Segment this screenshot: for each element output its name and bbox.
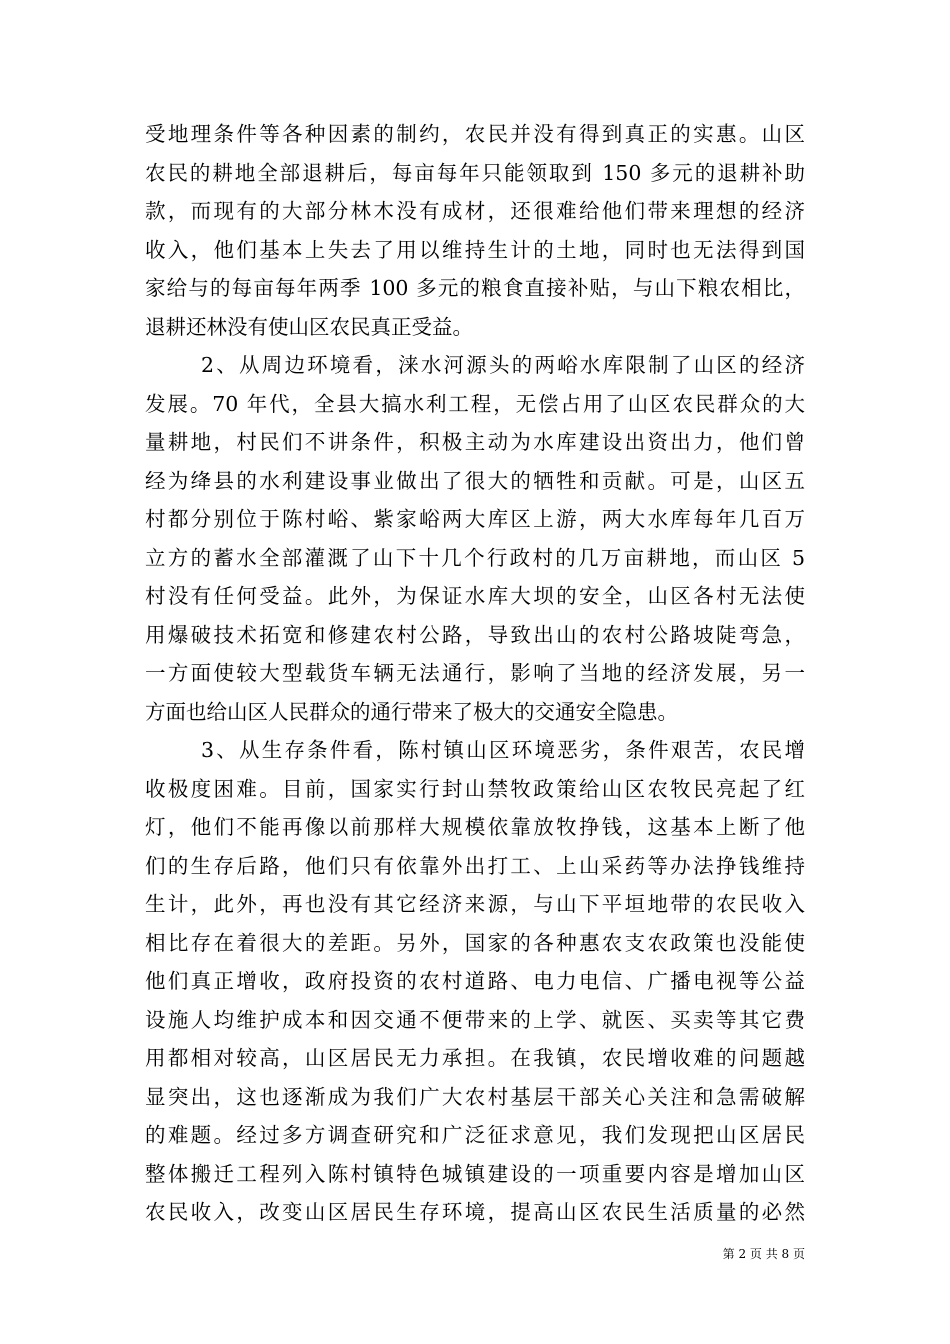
text-line: 用都相对较高，山区居民无力承担。在我镇，农民增收难的问题越	[145, 1046, 805, 1070]
text-line: 灯，他们不能再像以前那样大规模依靠放牧挣钱，这基本上断了他	[145, 815, 805, 839]
text-line: 设施人均维护成本和因交通不便带来的上学、就医、买卖等其它费	[145, 1007, 805, 1032]
text-line: 们的生存后路，他们只有依靠外出打工、上山采药等办法挣钱维持	[145, 853, 805, 878]
text-line: 经为绛县的水利建设事业做出了很大的牺牲和贡献。可是，山区五	[145, 468, 805, 493]
text-line: 受地理条件等各种因素的制约，农民并没有得到真正的实惠。山区	[145, 122, 805, 146]
text-line: 立方的蓄水全部灌溉了山下十几个行政村的几万亩耕地，而山区 5	[145, 545, 805, 570]
text-line: 2、从周边环境看，涞水河源头的两峪水库限制了山区的经济	[201, 353, 805, 377]
text-line: 量耕地，村民们不讲条件，积极主动为水库建设出资出力，他们曾	[145, 430, 805, 454]
page-number: 第 2 页 共 8 页	[722, 1247, 805, 1261]
text-line: 显突出，这也逐渐成为我们广大农村基层干部关心关注和急需破解	[145, 1084, 805, 1109]
text-line: 退耕还林没有使山区农民真正受益。	[145, 314, 473, 339]
text-line: 家给与的每亩每年两季 100 多元的粮食直接补贴，与山下粮农相比，	[145, 276, 805, 300]
text-line: 村没有任何受益。此外，为保证水库大坝的安全，山区各村无法使	[145, 584, 805, 608]
text-line: 整体搬迁工程列入陈村镇特色城镇建设的一项重要内容是增加山区	[145, 1161, 805, 1186]
text-line: 农民的耕地全部退耕后，每亩每年只能领取到 150 多元的退耕补助	[145, 160, 805, 185]
text-line: 他们真正增收，政府投资的农村道路、电力电信、广播电视等公益	[145, 969, 805, 993]
text-line: 发展。70 年代，全县大搞水利工程，无偿占用了山区农民群众的大	[145, 391, 805, 416]
text-line: 收极度困难。目前，国家实行封山禁牧政策给山区农牧民亮起了红	[145, 776, 805, 801]
text-line: 的难题。经过多方调查研究和广泛征求意见，我们发现把山区居民	[145, 1123, 805, 1147]
text-line: 生计，此外，再也没有其它经济来源，与山下平垣地带的农民收入	[145, 892, 805, 916]
text-line: 一方面使较大型载货车辆无法通行，影响了当地的经济发展，另一	[145, 661, 805, 685]
page-footer	[0, 1246, 950, 1262]
body-text	[145, 115, 805, 1232]
text-line: 3、从生存条件看，陈村镇山区环境恶劣，条件艰苦，农民增	[201, 738, 805, 762]
text-line: 款，而现有的大部分林木没有成材，还很难给他们带来理想的经济	[145, 199, 805, 223]
text-line: 农民收入，改变山区居民生存环境，提高山区农民生活质量的必然	[145, 1200, 805, 1224]
text-line: 用爆破技术拓宽和修建农村公路，导致出山的农村公路坡陡弯急，	[145, 622, 805, 647]
text-line: 方面也给山区人民群众的通行带来了极大的交通安全隐患。	[145, 699, 678, 724]
text-line: 相比存在着很大的差距。另外，国家的各种惠农支农政策也没能使	[145, 930, 805, 955]
text-line: 收入，他们基本上失去了用以维持生计的土地，同时也无法得到国	[145, 237, 805, 262]
text-line: 村都分别位于陈村峪、紫家峪两大库区上游，两大水库每年几百万	[145, 507, 805, 531]
